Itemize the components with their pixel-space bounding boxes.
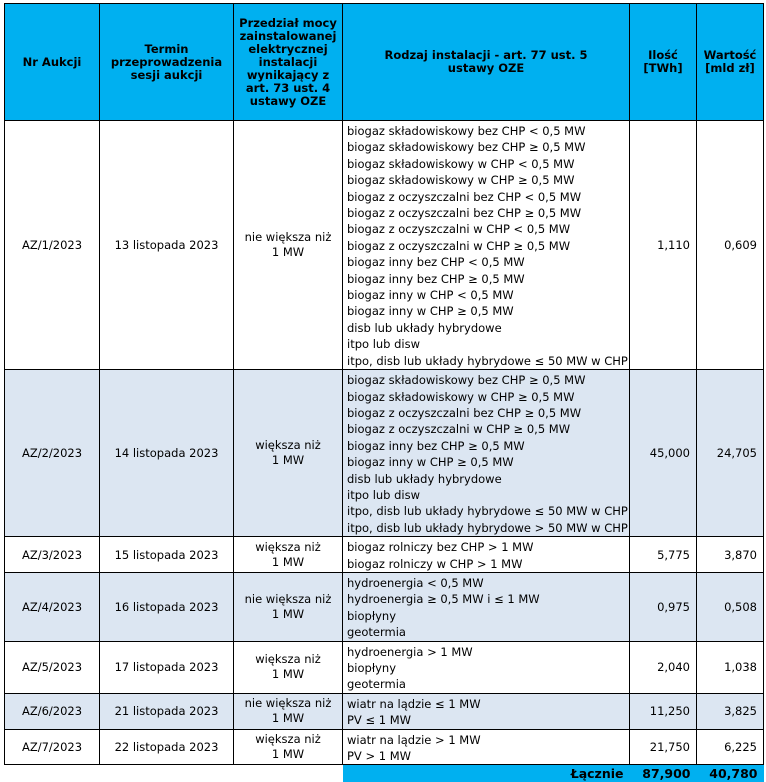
power-range-cell bbox=[234, 693, 343, 729]
value-cell: 24,705 bbox=[697, 370, 764, 537]
installation-type-item: biogaz z oczyszczalni w CHP < 0,5 MW bbox=[347, 221, 629, 237]
auction-date-cell: 15 listopada 2023 bbox=[100, 537, 234, 573]
installation-type-item: biogaz z oczyszczalni bez CHP ≥ 0,5 MW bbox=[347, 205, 629, 221]
installation-types-cell bbox=[343, 729, 630, 765]
auction-number-cell: AZ/3/2023 bbox=[5, 537, 100, 573]
installation-type-item: PV ≤ 1 MW bbox=[347, 712, 629, 728]
auction-date-cell: 16 listopada 2023 bbox=[100, 572, 234, 641]
power-range-line: większa niż bbox=[234, 732, 342, 747]
table-row bbox=[5, 121, 764, 370]
total-label: Łącznie bbox=[343, 765, 630, 782]
installation-type-item: biogaz z oczyszczalni w CHP ≥ 0,5 MW bbox=[347, 421, 629, 437]
header-wartosc: Wartość [mld zł] bbox=[697, 4, 764, 121]
installation-types-cell bbox=[343, 121, 630, 370]
installation-type-item: geotermia bbox=[347, 624, 629, 640]
header-row bbox=[5, 4, 764, 121]
installation-type-item: PV > 1 MW bbox=[347, 748, 629, 764]
installation-type-item: itpo, disb lub układy hybrydowe ≤ 50 MW w CHP bbox=[347, 503, 629, 519]
installation-type-item: wiatr na lądzie ≤ 1 MW bbox=[347, 696, 629, 712]
installation-types-cell bbox=[343, 693, 630, 729]
value-cell: 1,038 bbox=[697, 641, 764, 693]
power-range-line: 1 MW bbox=[234, 555, 342, 570]
value-cell: 6,225 bbox=[697, 729, 764, 765]
installation-type-item: hydroenergia > 1 MW bbox=[347, 644, 629, 660]
power-range-cell bbox=[234, 729, 343, 765]
total-spacer bbox=[5, 765, 343, 782]
power-range-cell bbox=[234, 572, 343, 641]
total-value: 40,780 bbox=[697, 765, 764, 782]
installation-type-item: itpo, disb lub układy hybrydowe > 50 MW w CHP bbox=[347, 520, 629, 536]
installation-type-item: wiatr na lądzie > 1 MW bbox=[347, 732, 629, 748]
installation-type-item: biopłyny bbox=[347, 608, 629, 624]
quantity-cell: 45,000 bbox=[630, 370, 697, 537]
header-termin: Termin przeprowadzenia sesji aukcji bbox=[100, 4, 234, 121]
installation-type-item: itpo lub disw bbox=[347, 336, 629, 352]
header-rodzaj: Rodzaj instalacji - art. 77 ust. 5 ustawy OZE bbox=[343, 4, 630, 121]
power-range-line: 1 MW bbox=[234, 607, 342, 622]
power-range-line: nie większa niż bbox=[234, 230, 342, 245]
auction-date-cell: 13 listopada 2023 bbox=[100, 121, 234, 370]
table-row bbox=[5, 370, 764, 537]
auction-number-cell: AZ/2/2023 bbox=[5, 370, 100, 537]
installation-type-item: biogaz składowiskowy bez CHP ≥ 0,5 MW bbox=[347, 139, 629, 155]
quantity-cell: 1,110 bbox=[630, 121, 697, 370]
installation-type-item: biogaz składowiskowy bez CHP ≥ 0,5 MW bbox=[347, 372, 629, 388]
installation-type-item: biogaz składowiskowy w CHP < 0,5 MW bbox=[347, 156, 629, 172]
quantity-cell: 5,775 bbox=[630, 537, 697, 573]
installation-type-item: biogaz składowiskowy w CHP ≥ 0,5 MW bbox=[347, 172, 629, 188]
installation-type-item: biogaz inny w CHP ≥ 0,5 MW bbox=[347, 454, 629, 470]
value-cell: 0,508 bbox=[697, 572, 764, 641]
auction-date-cell: 21 listopada 2023 bbox=[100, 693, 234, 729]
total-quantity: 87,900 bbox=[630, 765, 697, 782]
header-nr-aukcji: Nr Aukcji bbox=[5, 4, 100, 121]
table-row bbox=[5, 729, 764, 765]
table-body bbox=[5, 121, 764, 782]
quantity-cell: 2,040 bbox=[630, 641, 697, 693]
installation-type-item: hydroenergia ≥ 0,5 MW i ≤ 1 MW bbox=[347, 591, 629, 607]
installation-type-item: biogaz rolniczy w CHP > 1 MW bbox=[347, 556, 629, 572]
installation-types-cell bbox=[343, 641, 630, 693]
power-range-line: większa niż bbox=[234, 438, 342, 453]
header-ilosc: Ilość [TWh] bbox=[630, 4, 697, 121]
quantity-cell: 0,975 bbox=[630, 572, 697, 641]
power-range-line: większa niż bbox=[234, 652, 342, 667]
installation-types-cell bbox=[343, 370, 630, 537]
installation-type-item: hydroenergia < 0,5 MW bbox=[347, 575, 629, 591]
installation-type-item: biogaz z oczyszczalni w CHP ≥ 0,5 MW bbox=[347, 238, 629, 254]
installation-type-item: biopłyny bbox=[347, 660, 629, 676]
installation-type-item: itpo, disb lub układy hybrydowe ≤ 50 MW w CHP bbox=[347, 353, 629, 369]
power-range-line: 1 MW bbox=[234, 453, 342, 468]
quantity-cell: 11,250 bbox=[630, 693, 697, 729]
installation-type-item: biogaz składowiskowy bez CHP < 0,5 MW bbox=[347, 123, 629, 139]
installation-type-item: geotermia bbox=[347, 676, 629, 692]
table-row bbox=[5, 641, 764, 693]
auction-number-cell: AZ/4/2023 bbox=[5, 572, 100, 641]
auction-number-cell: AZ/7/2023 bbox=[5, 729, 100, 765]
value-cell: 0,609 bbox=[697, 121, 764, 370]
installation-type-item: biogaz z oczyszczalni bez CHP < 0,5 MW bbox=[347, 189, 629, 205]
auction-date-cell: 22 listopada 2023 bbox=[100, 729, 234, 765]
installation-type-item: biogaz inny bez CHP ≥ 0,5 MW bbox=[347, 438, 629, 454]
auction-date-cell: 14 listopada 2023 bbox=[100, 370, 234, 537]
power-range-line: nie większa niż bbox=[234, 696, 342, 711]
header-przedzial: Przedział mocy zainstalowanej elektrycznej instalacji wynikający z art. 73 ust. 4 ustawy OZE bbox=[234, 4, 343, 121]
value-cell: 3,870 bbox=[697, 537, 764, 573]
installation-types-cell bbox=[343, 572, 630, 641]
power-range-line: nie większa niż bbox=[234, 592, 342, 607]
power-range-line: większa niż bbox=[234, 540, 342, 555]
power-range-line: 1 MW bbox=[234, 747, 342, 762]
quantity-cell: 21,750 bbox=[630, 729, 697, 765]
installation-type-item: biogaz składowiskowy w CHP ≥ 0,5 MW bbox=[347, 389, 629, 405]
power-range-cell bbox=[234, 641, 343, 693]
power-range-line: 1 MW bbox=[234, 711, 342, 726]
installation-types-cell bbox=[343, 537, 630, 573]
installation-type-item: biogaz inny w CHP < 0,5 MW bbox=[347, 287, 629, 303]
auction-number-cell: AZ/5/2023 bbox=[5, 641, 100, 693]
installation-type-item: disb lub układy hybrydowe bbox=[347, 320, 629, 336]
installation-type-item: biogaz inny bez CHP ≥ 0,5 MW bbox=[347, 271, 629, 287]
installation-type-item: disb lub układy hybrydowe bbox=[347, 471, 629, 487]
power-range-cell bbox=[234, 537, 343, 573]
table-row bbox=[5, 572, 764, 641]
installation-type-item: biogaz z oczyszczalni bez CHP ≥ 0,5 MW bbox=[347, 405, 629, 421]
power-range-line: 1 MW bbox=[234, 667, 342, 682]
table-row bbox=[5, 537, 764, 573]
auction-date-cell: 17 listopada 2023 bbox=[100, 641, 234, 693]
value-cell: 3,825 bbox=[697, 693, 764, 729]
auction-number-cell: AZ/6/2023 bbox=[5, 693, 100, 729]
installation-type-item: biogaz inny w CHP ≥ 0,5 MW bbox=[347, 303, 629, 319]
power-range-cell bbox=[234, 370, 343, 537]
power-range-cell bbox=[234, 121, 343, 370]
installation-type-item: biogaz inny bez CHP < 0,5 MW bbox=[347, 254, 629, 270]
auction-number-cell: AZ/1/2023 bbox=[5, 121, 100, 370]
table-row bbox=[5, 693, 764, 729]
installation-type-item: itpo lub disw bbox=[347, 487, 629, 503]
installation-type-item: biogaz rolniczy bez CHP > 1 MW bbox=[347, 539, 629, 555]
auction-schedule-table bbox=[4, 3, 764, 782]
total-row bbox=[5, 765, 764, 782]
power-range-line: 1 MW bbox=[234, 245, 342, 260]
